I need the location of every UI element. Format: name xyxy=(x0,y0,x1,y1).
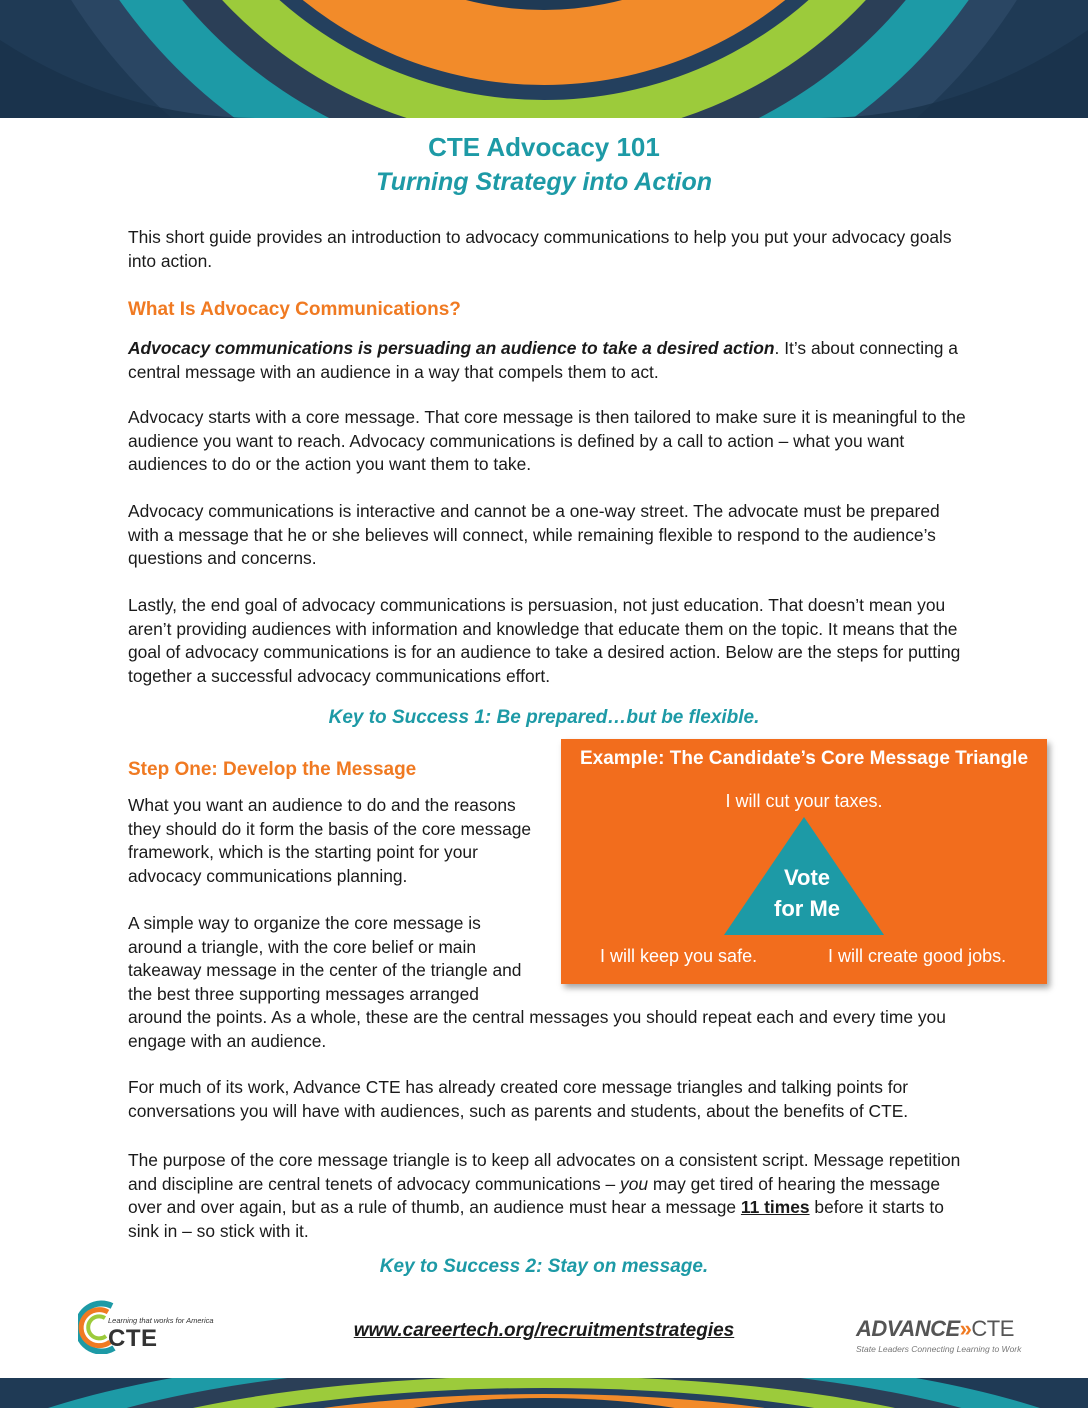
step1-paragraph-3: For much of its work, Advance CTE has already created core message triangles and talking points for conversations you will have with audiences, such as parents and students, about the benefits of CTE. xyxy=(128,1077,909,1121)
intro-paragraph: This short guide provides an introduction to advocacy communications to help you put your advocacy goals into action. xyxy=(128,227,952,271)
p4-emphasis: you xyxy=(620,1173,649,1194)
triangle-center-message xyxy=(757,862,857,924)
advance-slogan: State Leaders Connecting Learning to Work xyxy=(856,1344,1022,1354)
example-title: Example: The Candidate’s Core Message Triangle xyxy=(579,748,1029,769)
example-callout-box xyxy=(561,739,1047,984)
p4-text-a: The purpose of the core message triangle is to keep all advocates on a consistent script. Message repetition and discipline are central tenets of advocacy communications – xyxy=(128,1150,961,1194)
page-title: CTE Advocacy 101 xyxy=(428,132,660,162)
advance-cte-logo xyxy=(856,1316,1056,1360)
section-heading-step-one: Step One: Develop the Message xyxy=(128,759,417,780)
center-line-1: Vote xyxy=(783,865,831,890)
header-banner xyxy=(0,0,1088,118)
footer-website-link[interactable]: www.careertech.org/recruitmentstrategies xyxy=(353,1320,735,1341)
advance-word: ADVANCE xyxy=(856,1316,960,1341)
key-to-success-1: Key to Success 1: Be prepared…but be flexible. xyxy=(328,707,760,728)
section1-paragraph-1 xyxy=(128,337,968,384)
cte-tagline: Learning that works for America xyxy=(108,1316,214,1325)
p4-underlined: 11 times xyxy=(740,1197,810,1217)
section-heading-what-is: What Is Advocacy Communications? xyxy=(128,299,461,320)
triangle-left-message: I will keep you safe. xyxy=(600,946,758,966)
step1-paragraph-4 xyxy=(128,1149,968,1243)
footer-rings-graphic xyxy=(0,1378,1088,1408)
page-subtitle: Turning Strategy into Action xyxy=(375,168,713,196)
p4-text-b: may get tired of hearing the message over and over again, but as a rule of thumb, an audience must hear a message xyxy=(128,1173,941,1217)
step1-paragraph-2a: A simple way to organize the core message is around a triangle, with the core belief or main takeaway message in the center of the triangle and the best three supporting messages arranged xyxy=(128,913,522,1004)
definition-rest: . It’s about connecting a central message with an audience in a way that compels them to act. xyxy=(128,338,958,382)
section1-paragraph-4: Lastly, the end goal of advocacy communications is persuasion, not just education. That doesn’t mean you aren’t providing audiences with information and knowledge that educate them on the topic. It means that the goal of advocacy communications is for an audience to take a desired action. Below are the steps for putting together a successful advocacy communications effort. xyxy=(128,595,961,686)
p4-text-c: before it starts to sink in – so stick with it. xyxy=(128,1197,944,1241)
step1-paragraph-2b: around the points. As a whole, these are the central messages you should repeat each and every time you engage with an audience. xyxy=(128,1007,946,1051)
chevron-right-icon: » xyxy=(959,1316,972,1341)
section1-paragraph-2: Advocacy starts with a core message. That core message is then tailored to make sure it is meaningful to the audience you want to reach. Advocacy communications is defined by a call to action – what you want audiences to do or the action you want them to take. xyxy=(128,407,966,474)
key-to-success-2: Key to Success 2: Stay on message. xyxy=(379,1256,709,1277)
banner-rings-graphic xyxy=(0,0,1088,118)
section1-paragraph-3: Advocacy communications is interactive and cannot be a one-way street. The advocate must be prepared with a message that he or she believes will connect, while remaining flexible to respond to the audience’s questions and concerns. xyxy=(128,501,940,568)
step1-paragraph-1: What you want an audience to do and the reasons they should do it form the basis of the core message framework, which is the starting point for your advocacy communications planning. xyxy=(128,795,532,886)
advance-cte-word: CTE xyxy=(971,1316,1014,1341)
cte-wordmark: CTE xyxy=(108,1325,158,1352)
triangle-top-message: I will cut your taxes. xyxy=(725,791,883,811)
footer-banner xyxy=(0,1378,1088,1408)
definition-emphasis: Advocacy communications is persuading an audience to take a desired action xyxy=(128,338,775,358)
triangle-right-message: I will create good jobs. xyxy=(828,946,1007,966)
advance-wordmark xyxy=(856,1316,1014,1342)
center-line-2: for Me xyxy=(774,896,840,921)
